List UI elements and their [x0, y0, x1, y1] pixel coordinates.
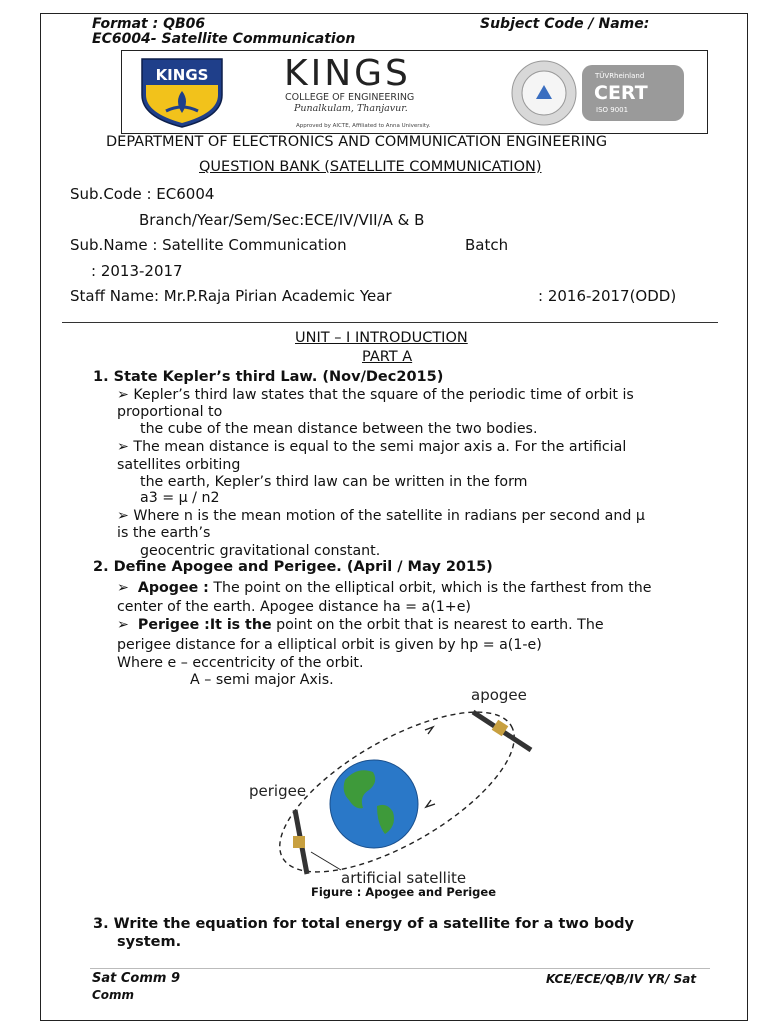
college-place: Punalkulam, Thanjavur. [294, 103, 408, 114]
q1-line: ➢ The mean distance is equal to the semi major axis a. For the artificial [117, 439, 627, 455]
q1-line: satellites orbiting [117, 457, 241, 473]
unit-title: UNIT – I INTRODUCTION [295, 330, 468, 346]
question-bank-title: QUESTION BANK (SATELLITE COMMUNICATION) [199, 159, 542, 175]
apogee-distance: center of the earth. Apogee distance ha = a(1+e) [117, 599, 471, 615]
perigee-distance: perigee distance for a elliptical orbit is given by hp = a(1-e) [117, 637, 542, 653]
footer-left: Sat Comm 9 [92, 971, 181, 986]
department-title: DEPARTMENT OF ELECTRONICS AND COMMUNICATION ENGINEERING [106, 134, 608, 150]
format-label: Format : QB06 [92, 16, 206, 32]
question-3-line: system. [117, 934, 182, 950]
question-3-line: 3. Write the equation for total energy of a satellite for a two body [93, 916, 634, 932]
cert-top-text: TÜVRheinland [595, 72, 645, 80]
batch-value: : 2013-2017 [91, 262, 183, 280]
section-divider [62, 322, 718, 323]
course-label: EC6004- Satellite Communication [92, 31, 356, 47]
perigee-label: perigee [249, 782, 307, 800]
where-semi-major: A – semi major Axis. [190, 672, 334, 688]
q1-line: is the earth’s [117, 525, 211, 541]
q1-line: the cube of the mean distance between the two bodies. [140, 421, 538, 437]
satellite-perigee-icon [293, 810, 307, 874]
college-banner [121, 50, 708, 134]
badge-text: KINGS [155, 66, 209, 84]
satellite-apogee-icon [473, 712, 531, 750]
part-title: PART A [362, 349, 413, 365]
bullet-icon: ➢ [117, 617, 129, 633]
perigee-definition [117, 617, 604, 633]
earth-icon [330, 760, 418, 848]
where-eccentricity: Where e – eccentricity of the orbit. [117, 655, 364, 671]
academic-year-value: : 2016-2017(ODD) [538, 287, 677, 305]
apogee-label: apogee [471, 686, 527, 704]
college-name: KINGS [284, 53, 411, 94]
perigee-label: Perigee :It is the [137, 617, 272, 633]
figure-caption: Figure : Apogee and Perigee [311, 885, 497, 899]
footer-left-2: Comm [92, 988, 135, 1002]
batch-label: Batch [465, 236, 509, 254]
sub-name: Sub.Name : Satellite Communication [70, 236, 347, 254]
q1-line: ➢ Where n is the mean motion of the satellite in radians per second and µ [117, 508, 645, 524]
kings-badge-logo [134, 55, 230, 129]
satellite-label: artificial satellite [341, 869, 467, 884]
q1-line: the earth, Kepler’s third law can be written in the form [140, 474, 528, 490]
staff-name: Staff Name: Mr.P.Raja Pirian Academic Year [70, 287, 392, 305]
question-2-title: 2. Define Apogee and Perigee. (April / May 2015) [93, 559, 493, 575]
footer-right: KCE/ECE/QB/IV YR/ Sat [546, 972, 697, 986]
q1-line: proportional to [117, 404, 223, 420]
cert-main-text: CERT [594, 82, 648, 104]
question-1-title: 1. State Kepler’s third Law. (Nov/Dec2015) [93, 369, 444, 385]
apogee-text: The point on the elliptical orbit, which is the farthest from the [208, 580, 652, 596]
branch-info: Branch/Year/Sem/Sec:ECE/IV/VII/A & B [139, 211, 425, 229]
apogee-perigee-figure [245, 684, 545, 884]
perigee-text: point on the orbit that is nearest to earth. The [271, 617, 604, 633]
apogee-definition [117, 580, 652, 596]
approval-text: Approved by AICTE, Affiliated to Anna University. [296, 123, 431, 129]
kepler-formula: a3 = µ / n2 [140, 490, 220, 506]
apogee-label: Apogee : [137, 580, 209, 596]
q1-line: geocentric gravitational constant. [140, 543, 381, 559]
footer-divider [90, 968, 710, 969]
subject-code-label: Subject Code / Name: [480, 16, 650, 32]
iso-cert-logo [510, 59, 690, 127]
sub-code: Sub.Code : EC6004 [70, 185, 215, 203]
q1-line: ➢ Kepler’s third law states that the square of the periodic time of orbit is [117, 387, 634, 403]
bullet-icon: ➢ [117, 580, 129, 596]
college-subtitle: COLLEGE OF ENGINEERING [285, 92, 415, 103]
cert-iso-text: ISO 9001 [596, 106, 629, 114]
